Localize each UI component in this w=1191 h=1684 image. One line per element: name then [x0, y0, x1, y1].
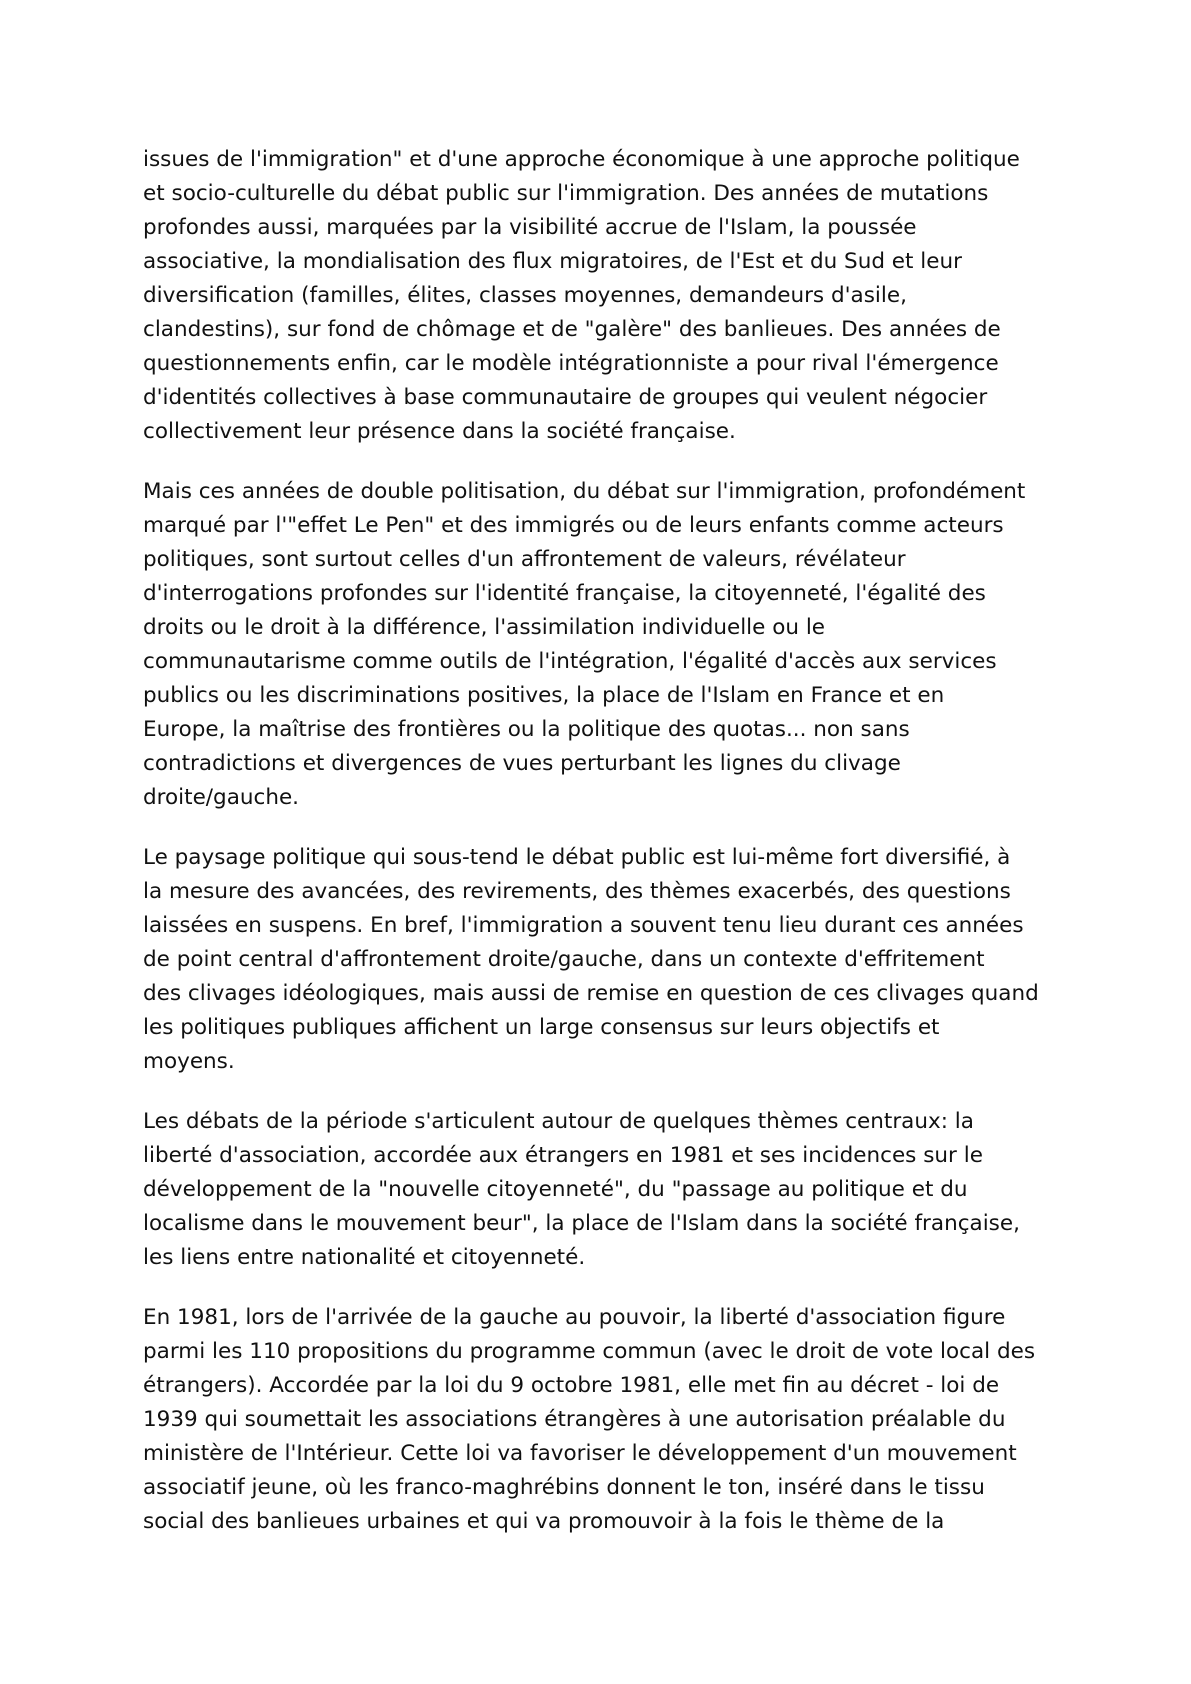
text-line: développement de la "nouvelle citoyenneté", du "passage au politique et du	[143, 1177, 968, 1202]
text-line: Le paysage politique qui sous-tend le débat public est lui-même fort diversifié, à	[143, 845, 1011, 870]
text-line: des clivages idéologiques, mais aussi de remise en question de ces clivages quand	[143, 981, 1039, 1006]
text-line: diversification (familles, élites, classes moyennes, demandeurs d'asile,	[143, 283, 907, 308]
text-line: clandestins), sur fond de chômage et de "galère" des banlieues. Des années de	[143, 317, 1001, 342]
text-line: parmi les 110 propositions du programme commun (avec le droit de vote local des	[143, 1339, 1036, 1364]
text-line: les politiques publiques affichent un large consensus sur leurs objectifs et	[143, 1015, 940, 1040]
text-line: localisme dans le mouvement beur", la place de l'Islam dans la société française,	[143, 1211, 1020, 1236]
text-line: d'interrogations profondes sur l'identité française, la citoyenneté, l'égalité des	[143, 581, 986, 606]
text-line: et socio-culturelle du débat public sur l'immigration. Des années de mutations	[143, 181, 989, 206]
text-line: social des banlieues urbaines et qui va promouvoir à la fois le thème de la	[143, 1509, 945, 1534]
paragraph-1	[143, 143, 1063, 449]
text-line: questionnements enfin, car le modèle intégrationniste a pour rival l'émergence	[143, 351, 999, 376]
text-line: publics ou les discriminations positives, la place de l'Islam en France et en	[143, 683, 945, 708]
text-line: issues de l'immigration" et d'une approche économique à une approche politique	[143, 147, 1020, 172]
paragraph-3	[143, 841, 1063, 1079]
paragraph-4	[143, 1105, 1063, 1275]
text-line: la mesure des avancées, des revirements, des thèmes exacerbés, des questions	[143, 879, 1011, 904]
text-line: profondes aussi, marquées par la visibilité accrue de l'Islam, la poussée	[143, 215, 917, 240]
text-line: les liens entre nationalité et citoyenneté.	[143, 1245, 586, 1270]
text-line: Mais ces années de double politisation, du débat sur l'immigration, profondément	[143, 479, 1026, 504]
text-line: collectivement leur présence dans la société française.	[143, 419, 736, 444]
text-line: communautarisme comme outils de l'intégration, l'égalité d'accès aux services	[143, 649, 997, 674]
text-line: En 1981, lors de l'arrivée de la gauche au pouvoir, la liberté d'association figure	[143, 1305, 1006, 1330]
paragraph-2	[143, 475, 1063, 815]
text-line: Europe, la maîtrise des frontières ou la politique des quotas... non sans	[143, 717, 910, 742]
paragraph-5	[143, 1301, 1063, 1539]
text-line: politiques, sont surtout celles d'un affrontement de valeurs, révélateur	[143, 547, 906, 572]
text-line: d'identités collectives à base communautaire de groupes qui veulent négocier	[143, 385, 988, 410]
text-line: laissées en suspens. En bref, l'immigration a souvent tenu lieu durant ces années	[143, 913, 1024, 938]
text-line: liberté d'association, accordée aux étrangers en 1981 et ses incidences sur le	[143, 1143, 983, 1168]
text-line: associative, la mondialisation des flux migratoires, de l'Est et du Sud et leur	[143, 249, 962, 274]
text-line: moyens.	[143, 1049, 235, 1074]
text-line: associatif jeune, où les franco-maghrébins donnent le ton, inséré dans le tissu	[143, 1475, 985, 1500]
text-line: ministère de l'Intérieur. Cette loi va favoriser le développement d'un mouvement	[143, 1441, 1017, 1466]
text-line: Les débats de la période s'articulent autour de quelques thèmes centraux: la	[143, 1109, 974, 1134]
text-line: étrangers). Accordée par la loi du 9 octobre 1981, elle met fin au décret - loi de	[143, 1373, 1000, 1398]
text-line: contradictions et divergences de vues perturbant les lignes du clivage	[143, 751, 901, 776]
document-body	[143, 143, 1063, 1565]
text-line: 1939 qui soumettait les associations étrangères à une autorisation préalable du	[143, 1407, 1006, 1432]
text-line: droite/gauche.	[143, 785, 300, 810]
text-line: droits ou le droit à la différence, l'assimilation individuelle ou le	[143, 615, 826, 640]
text-line: marqué par l'"effet Le Pen" et des immigrés ou de leurs enfants comme acteurs	[143, 513, 1004, 538]
text-line: de point central d'affrontement droite/gauche, dans un contexte d'effritement	[143, 947, 985, 972]
